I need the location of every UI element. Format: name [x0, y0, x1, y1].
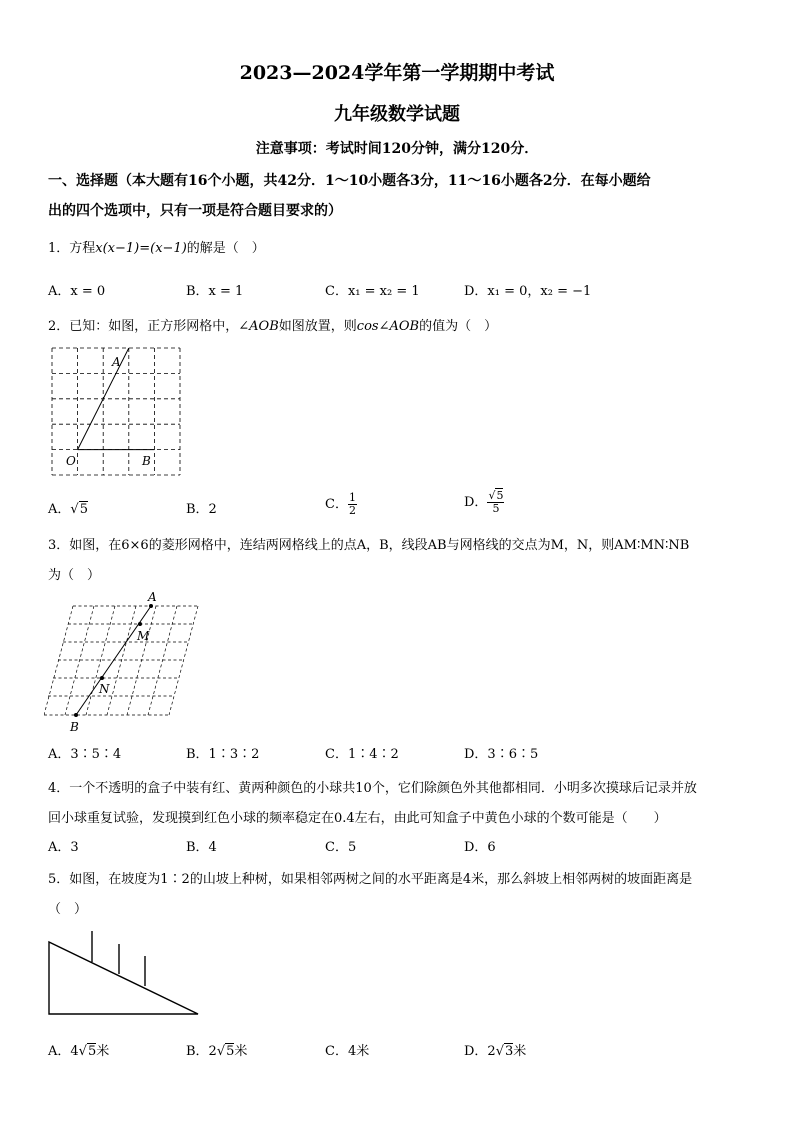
q1-equation: x(x−1)=(x−1)	[95, 241, 187, 256]
q3-label-b: B	[70, 720, 79, 734]
q2-middle: 如图放置，则	[278, 319, 357, 334]
q3-point-n	[100, 676, 104, 680]
q3-label-m: M	[137, 629, 150, 643]
q4-option-d[interactable]: D．6	[464, 840, 496, 855]
q3-rhombus-grid-figure	[44, 588, 209, 736]
exam-notice: 注意事项：考试时间120分钟，满分120分．	[255, 141, 539, 157]
q2-option-a-label: A．	[48, 502, 71, 517]
exam-title: 2023—2024学年第一学期期中考试	[239, 62, 555, 84]
q4-option-b[interactable]: B．4	[186, 840, 217, 855]
q2-angle: ∠AOB	[238, 319, 279, 334]
q2-cos: cos∠AOB	[356, 319, 420, 334]
q1-option-a[interactable]: A．x = 0	[48, 284, 106, 299]
q3-option-a[interactable]: A．3∶5∶4	[48, 747, 122, 762]
q5-option-d[interactable]	[464, 1040, 526, 1059]
q2-option-d-fraction: $\frac{√5}{5}$	[488, 489, 504, 515]
q5-option-a-sqrt: √5	[78, 1044, 97, 1059]
q5-option-c[interactable]: C．4米	[325, 1044, 370, 1059]
q3-option-b[interactable]: B．1∶3∶2	[186, 747, 260, 762]
q1-option-c[interactable]: C．x₁ = x₂ = 1	[325, 284, 420, 299]
q3-label-a: A	[148, 590, 157, 604]
q2-option-d-label: D．	[464, 495, 488, 510]
q3-option-d[interactable]: D．3∶6∶5	[464, 747, 539, 762]
q2-option-c-label: C．	[325, 497, 348, 512]
q2-option-a-sqrt: √5	[70, 502, 88, 517]
q3-point-a	[149, 604, 153, 608]
q5-option-b[interactable]	[186, 1040, 247, 1059]
q1-option-d[interactable]: D．x₁ = 0，x₂ = −1	[464, 284, 592, 299]
q5-slope-triangle	[49, 942, 198, 1014]
q1-prefix: 1．方程	[48, 241, 96, 256]
q5-option-a-unit: 米	[96, 1044, 110, 1059]
q5-option-d-label: D．2	[464, 1044, 496, 1059]
question-5-line2: （ ）	[48, 902, 88, 917]
exam-subtitle: 九年级数学试题	[334, 104, 460, 125]
q3-point-m	[138, 622, 142, 626]
question-4-line1: 4．一个不透明的盒子中装有红、黄两种颜色的小球共10个，它们除颜色外其他都相同．小明多次摸球后记录并放	[48, 781, 697, 796]
q2-suffix: 的值为（ ）	[419, 319, 498, 334]
q2-label-a: A	[112, 355, 121, 369]
q3-label-n: N	[99, 682, 110, 696]
q3-option-c[interactable]: C．1∶4∶2	[325, 747, 399, 762]
q5-option-d-sqrt: √3	[495, 1044, 514, 1059]
q2-label-b: B	[142, 454, 151, 468]
q1-option-b[interactable]: B．x = 1	[186, 284, 244, 299]
q5-option-b-label: B．2	[186, 1044, 217, 1059]
q5-option-b-unit: 米	[234, 1044, 248, 1059]
q2-label-o: O	[66, 454, 76, 468]
q5-option-a-label: A．4	[48, 1044, 79, 1059]
question-1	[48, 237, 265, 256]
q5-option-d-unit: 米	[513, 1044, 527, 1059]
q5-option-b-sqrt: √5	[216, 1044, 235, 1059]
q5-slope-figure	[46, 928, 206, 1020]
question-3-line1: 3．如图，在6×6的菱形网格中，连结两网格线上的点A，B，线段AB与网格线的交点为M，N，则AM∶MN∶NB	[48, 538, 690, 553]
q4-option-c[interactable]: C．5	[325, 840, 357, 855]
question-4-line2: 回小球重复试验，发现摸到红色小球的频率稳定在0.4左右，由此可知盒子中黄色小球的个数可能是（ ）	[48, 811, 667, 826]
q4-option-a[interactable]: A．3	[48, 840, 79, 855]
question-2	[48, 315, 497, 334]
question-3-line2: 为（ ）	[48, 568, 101, 583]
q2-prefix: 2．已知：如图，正方形网格中，	[48, 319, 239, 334]
section-heading-line1: 一、选择题（本大题有16个小题，共42分．1～10小题各3分，11～16小题各2分．在每小题给	[48, 173, 651, 189]
q1-suffix: 的解是（ ）	[186, 241, 265, 256]
q3-point-b	[74, 713, 78, 717]
q2-option-b[interactable]: B．2	[186, 502, 217, 517]
section-heading-line2: 出的四个选项中，只有一项是符合题目要求的）	[48, 203, 342, 219]
q2-option-c-fraction: $\frac{1}{2}$	[348, 491, 356, 517]
q2-option-a[interactable]	[48, 498, 88, 517]
q2-option-c[interactable]	[325, 492, 357, 517]
q2-grid-figure	[50, 345, 185, 480]
question-5-line1: 5．如图，在坡度为1∶2的山坡上种树，如果相邻两树之间的水平距离是4米，那么斜坡上相邻两树的坡面距离是	[48, 872, 693, 887]
q2-option-d[interactable]	[464, 490, 504, 515]
q5-option-a[interactable]	[48, 1040, 109, 1059]
